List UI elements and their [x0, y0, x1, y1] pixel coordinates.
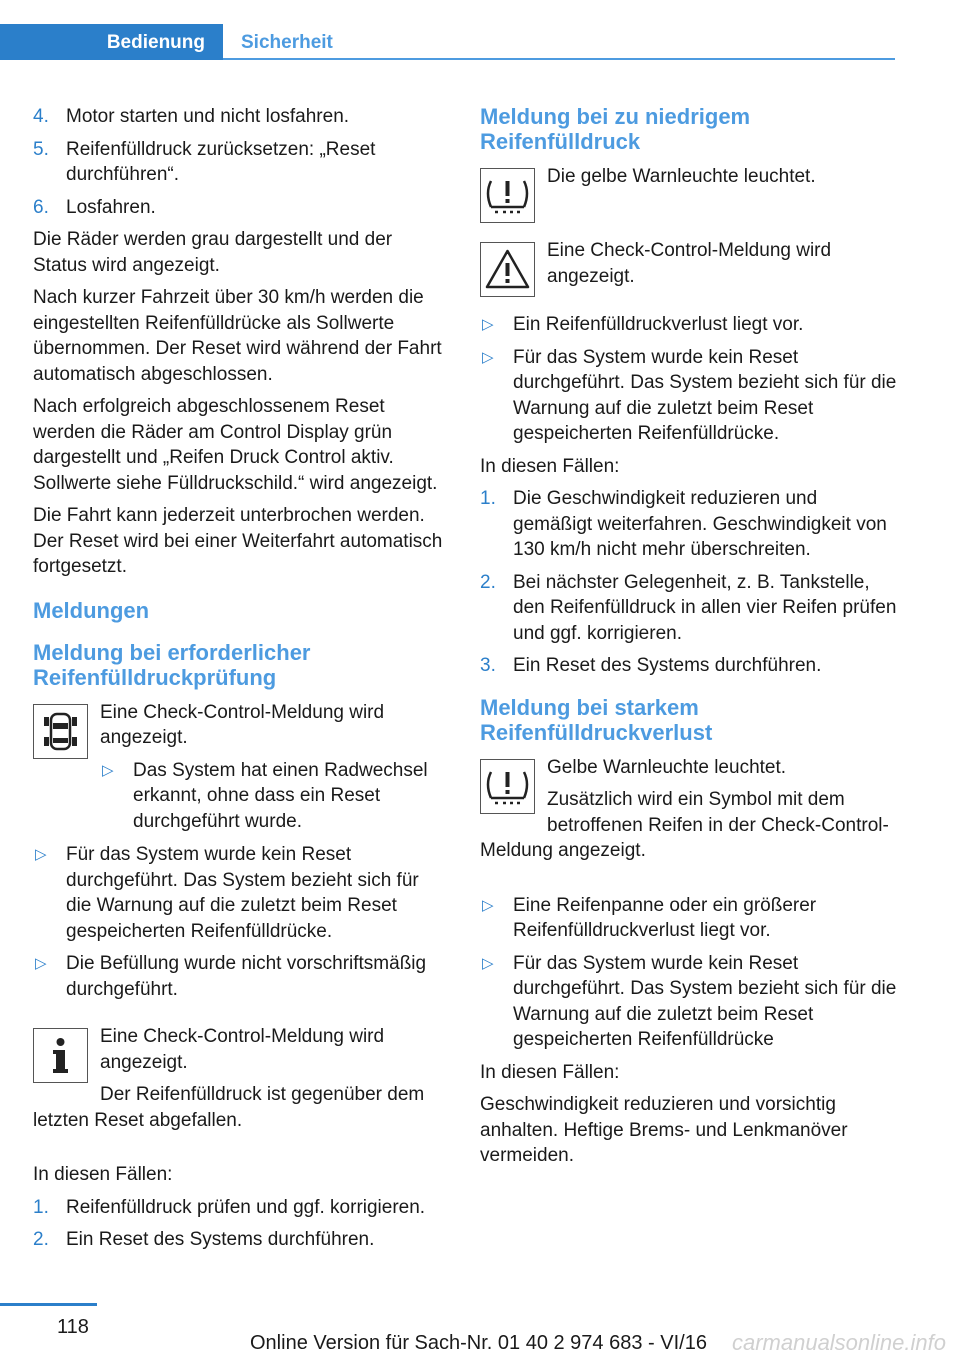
- step-item: [33, 137, 448, 188]
- paragraph: Nach kurzer Fahrzeit über 30 km/h werden die eingestellten Reifenfülldrücke als Sollwerte übernommen. Der Reset wird während der Fahrt automatisch abgeschlossen.: [33, 287, 442, 385]
- bullet-text: Für das System wurde kein Reset durchgeführt. Das System bezieht sich für die Warnung auf die zuletzt beim Reset gespeicherten Reifenfülldrücke: [513, 952, 897, 1050]
- step-number: 3.: [480, 655, 496, 676]
- footer-rule: [0, 1303, 97, 1306]
- bullet-item: [33, 842, 448, 944]
- step-number: 2.: [480, 571, 496, 593]
- paragraph: Die Räder werden grau dargestellt und der Status wird angezeigt.: [33, 229, 393, 276]
- car-tire-icon: [33, 704, 88, 759]
- icon5-text: Gelbe Warnleuchte leuchtet.: [547, 756, 787, 778]
- tab-sicherheit[interactable]: [223, 24, 895, 60]
- tab-sicherheit-label: Sicherheit: [241, 32, 333, 53]
- step-number: 6.: [33, 196, 49, 218]
- tab-bedienung[interactable]: [0, 24, 223, 60]
- paragraph: Nach erfolgreich abgeschlossenem Reset werden die Räder am Control Display grün dargestellt und „Reifen Druck Control aktiv. Sollwerte siehe Fülldruckschild.“ wird angezeigt.: [33, 396, 438, 494]
- watermark: carmanualsonline.info: [731, 1330, 946, 1355]
- icon-row-car: [33, 700, 448, 835]
- left-column: [33, 104, 448, 1260]
- step-list-right: [480, 486, 898, 679]
- bullet-text: Das System hat einen Radwechsel erkannt, ohne dass ein Reset durchgeführt wurde.: [133, 759, 428, 832]
- paragraph-end: Geschwindigkeit reduzieren und vorsichtig anhalten. Heftige Brems- und Lenkmanöver vermeiden.: [480, 1094, 848, 1166]
- icon2-text: Eine Check-Control-Meldung wird angezeigt.: [100, 1026, 385, 1073]
- step-item: [33, 1227, 448, 1253]
- bullet-triangle-icon: ▷: [102, 761, 114, 779]
- bullet-list-2: [480, 312, 898, 447]
- bullet-list-1: [33, 842, 448, 1002]
- bullet-text: Die Befüllung wurde nicht vorschriftsmäßig durchgeführt.: [66, 953, 427, 1000]
- paragraph: Die Fahrt kann jederzeit unterbrochen werden. Der Reset wird bei einer Weiterfahrt automatisch fortgesetzt.: [33, 505, 443, 577]
- icon1-text: Eine Check-Control-Meldung wird angezeigt.: [100, 701, 385, 748]
- heading-stark: Meldung bei starkem Reifenfülldruckverlust: [480, 694, 713, 745]
- icon-row-info: [33, 1024, 448, 1140]
- step-item: [480, 486, 898, 563]
- bullet-triangle-icon: ▷: [482, 316, 494, 333]
- bullet-text: Für das System wurde kein Reset durchgeführt. Das System bezieht sich für die Warnung auf die zuletzt beim Reset gespeicherten Reifenfülldrücke.: [66, 844, 419, 942]
- step-text: Die Geschwindigkeit reduzieren und gemäßigt weiterfahren. Geschwindigkeit von 130 km/h nicht mehr überschreiten.: [513, 488, 887, 560]
- icon-row-tpms-2: [480, 755, 898, 871]
- bullet-triangle-icon: ▷: [482, 896, 494, 914]
- step-item: [33, 104, 448, 130]
- bullet-list-3: [480, 893, 898, 1053]
- step-text: Ein Reset des Systems durchführen.: [513, 655, 822, 676]
- bullet-triangle-icon: ▷: [482, 348, 494, 366]
- icon5-text2: Zusätzlich wird ein Symbol mit dem betroffenen Reifen in der Check-Control-Meldung angezeigt.: [480, 789, 889, 861]
- faelle-left: In diesen Fällen:: [33, 1164, 173, 1185]
- online-version-note: Online Version für Sach-Nr. 01 40 2 974 683 - VI/16: [250, 1332, 707, 1354]
- faelle-right-2: In diesen Fällen:: [480, 1061, 620, 1083]
- info-icon: [33, 1028, 88, 1083]
- step-number: 2.: [33, 1229, 49, 1250]
- right-column: [480, 104, 898, 1176]
- step-list-1-2: [33, 1195, 448, 1253]
- warning-triangle-icon: [480, 242, 535, 297]
- step-number: 4.: [33, 106, 49, 127]
- icon-row-warning: [480, 238, 898, 298]
- step-item: [480, 570, 898, 647]
- bullet-triangle-icon: ▷: [35, 955, 47, 972]
- step-number: 1.: [480, 488, 496, 509]
- step-text: Reifenfülldruck prüfen und ggf. korrigieren.: [66, 1196, 426, 1218]
- icon4-text: Eine Check-Control-Meldung wird angezeigt.: [547, 240, 832, 287]
- icon2-text2: Der Reifenfülldruck ist gegenüber dem letzten Reset abgefallen.: [33, 1084, 425, 1131]
- bullet-item: [480, 345, 898, 447]
- bullet-item: [480, 951, 898, 1053]
- section-tabs: [0, 24, 895, 62]
- bullet-text: Ein Reifenfülldruckverlust liegt vor.: [513, 314, 804, 335]
- tab-underline: [223, 58, 895, 60]
- tire-pressure-warning-icon: [480, 759, 535, 814]
- step-text: Losfahren.: [66, 196, 156, 218]
- step-number: 1.: [33, 1196, 49, 1218]
- tire-pressure-warning-icon: [480, 168, 535, 223]
- step-text: Bei nächster Gelegenheit, z. B. Tankstelle, den Reifenfülldruck in allen vier Reifen prüfen und ggf. korrigieren.: [513, 571, 897, 644]
- heading-pruefung: Meldung bei erforderlicher Reifenfülldruckprüfung: [33, 639, 311, 690]
- step-text: Reifenfülldruck zurücksetzen: „Reset durchführen“.: [66, 138, 376, 185]
- heading-niedrig: Meldung bei zu niedrigem Reifenfülldruck: [480, 104, 751, 154]
- step-item: [33, 195, 448, 221]
- step-item: [480, 653, 898, 679]
- step-text: Ein Reset des Systems durchführen.: [66, 1229, 375, 1250]
- step-text: Motor starten und nicht losfahren.: [66, 106, 350, 127]
- bullet-item: [480, 312, 898, 338]
- bullet-item: [480, 893, 898, 944]
- icon3-text: Die gelbe Warnleuchte leuchtet.: [547, 166, 816, 187]
- bullet-triangle-icon: ▷: [482, 954, 494, 972]
- icon1-sublist: [100, 758, 448, 835]
- step-item: [33, 1195, 448, 1221]
- bullet-triangle-icon: ▷: [35, 846, 47, 863]
- step-list-4-6: [33, 104, 448, 220]
- icon-row-tpms: [480, 164, 898, 224]
- tab-bedienung-label: Bedienung: [106, 32, 205, 53]
- step-number: 5.: [33, 138, 49, 160]
- page-number: 118: [57, 1316, 89, 1338]
- bullet-item: [33, 951, 448, 1002]
- heading-meldungen: Meldungen: [33, 597, 150, 623]
- bullet-text: Eine Reifenpanne oder ein größerer Reifenfülldruckverlust liegt vor.: [513, 894, 817, 941]
- faelle-right-1: In diesen Fällen:: [480, 455, 620, 477]
- bullet-item: [100, 758, 448, 835]
- bullet-text: Für das System wurde kein Reset durchgeführt. Das System bezieht sich für die Warnung auf die zuletzt beim Reset gespeicherten Reifenfülldrücke.: [513, 346, 897, 444]
